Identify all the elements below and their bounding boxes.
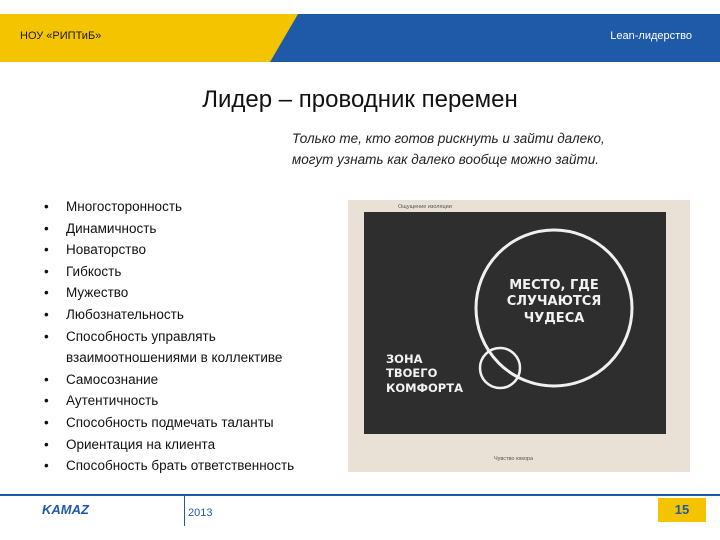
list-item-text: Динамичность	[66, 220, 157, 236]
small-circle-line-3: КОМФОРТА	[386, 380, 463, 395]
list-item-text: Способность управлять	[66, 328, 216, 344]
bullet-icon: •	[44, 285, 49, 301]
header-bar	[0, 14, 720, 62]
list-item-text: Мужество	[66, 285, 129, 301]
list-item	[44, 455, 294, 477]
big-circle-line-3: ЧУДЕСА	[523, 310, 585, 326]
list-item	[44, 434, 294, 456]
list-item	[44, 218, 294, 240]
list-item-text: Многосторонность	[66, 199, 183, 214]
organization-name: НОУ «РИПТиБ»	[20, 30, 102, 42]
bullet-icon: •	[44, 199, 49, 214]
list-item-text: Самосознание	[66, 371, 159, 387]
footer-year: 2013	[188, 507, 213, 519]
big-circle-label	[494, 278, 614, 327]
list-item-text: Гибкость	[66, 263, 122, 279]
list-item-text: взаимоотношениями в коллективе	[66, 350, 283, 366]
bullet-icon: •	[44, 371, 49, 387]
bullet-icon: •	[44, 242, 49, 258]
footer-line	[0, 494, 720, 496]
small-circle-label	[386, 352, 476, 395]
quote-line-2: могут узнать как далеко вообще можно зайти.	[292, 152, 599, 167]
illustration-caption-bottom: Чувство юмора	[494, 456, 534, 462]
slide-title: Лидер – проводник перемен	[202, 86, 518, 113]
list-item-text: Новаторство	[66, 242, 146, 258]
list-item	[44, 304, 294, 326]
bullet-icon: •	[44, 436, 49, 452]
illustration-caption-top: Ощущение изоляции	[398, 204, 452, 210]
list-item	[44, 282, 294, 304]
kamaz-logo	[42, 502, 100, 516]
svg-text:KAMAZ: KAMAZ	[42, 502, 89, 516]
list-item-text: Аутентичность	[66, 393, 159, 409]
course-name: Lean-лидерство	[610, 30, 692, 42]
page-number: 15	[658, 498, 706, 522]
list-item-text: Способность брать ответственность	[66, 458, 295, 474]
footer-separator	[184, 496, 185, 526]
chalkboard	[364, 212, 666, 434]
bullet-icon: •	[44, 220, 49, 236]
bullet-icon: •	[44, 306, 49, 322]
list-item-text: Способность подмечать таланты	[66, 414, 274, 430]
small-circle	[480, 348, 520, 388]
comfort-zone-illustration	[348, 200, 690, 472]
list-item	[44, 196, 294, 218]
bullet-icon: •	[44, 393, 49, 409]
leader-qualities-list	[44, 196, 294, 477]
list-item	[44, 412, 294, 434]
list-item	[44, 239, 294, 261]
quote	[292, 128, 702, 170]
list-item-text: Любознательность	[66, 306, 184, 322]
bullet-icon: •	[44, 458, 49, 474]
small-circle-line-2: ТВОЕГО	[386, 366, 438, 381]
big-circle-line-2: СЛУЧАЮТСЯ	[506, 294, 602, 310]
big-circle-line-1: МЕСТО, ГДЕ	[509, 278, 599, 293]
list-item	[44, 390, 294, 412]
list-item-text: Ориентация на клиента	[66, 436, 216, 452]
bullet-icon: •	[44, 263, 49, 279]
list-item	[44, 326, 294, 369]
bullet-icon: •	[44, 328, 49, 344]
list-item	[44, 261, 294, 283]
small-circle-line-1: ЗОНА	[386, 352, 423, 366]
quote-line-1: Только те, кто готов рискнуть и зайти далеко,	[292, 131, 605, 146]
bullet-icon: •	[44, 414, 49, 430]
list-item	[44, 369, 294, 391]
